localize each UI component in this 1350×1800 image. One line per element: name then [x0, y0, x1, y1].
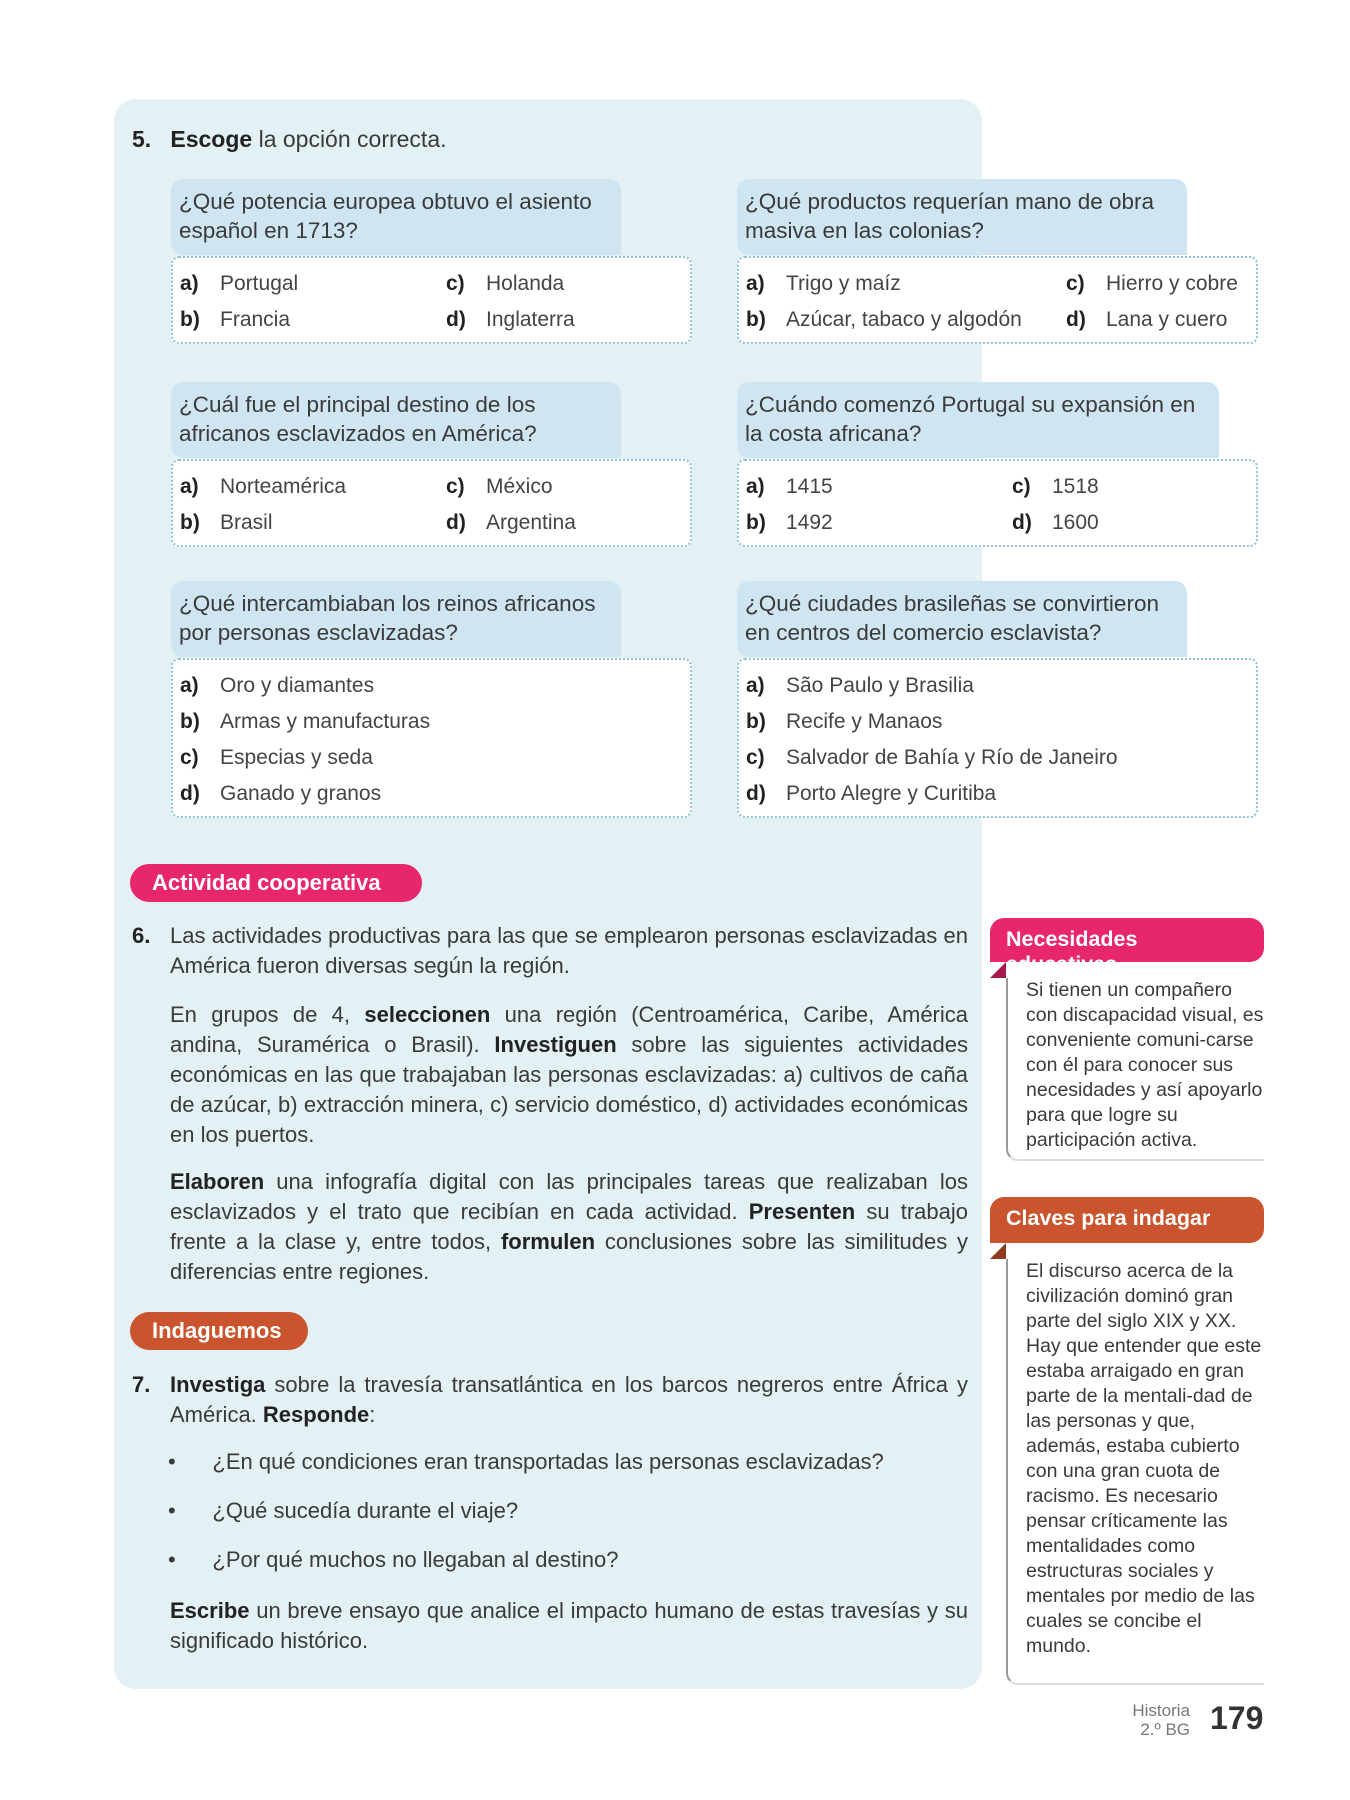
option-d[interactable]: d) Porto Alegre y Curitiba: [746, 782, 997, 805]
question-5-title: 5. Escoge la opción correcta.: [132, 126, 447, 152]
option-d[interactable]: d) Argentina: [446, 511, 576, 534]
quiz-question: ¿Qué ciudades brasileñas se convirtieron en centros del comercio esclavista?: [737, 581, 1187, 657]
option-b[interactable]: b) Francia: [180, 308, 291, 331]
bullet-3: • ¿Por qué muchos no llegaban al destino?: [168, 1547, 619, 1572]
question-7-number: 7.: [132, 1372, 151, 1397]
claves-fold: [990, 1243, 1006, 1259]
bullet-2: • ¿Qué sucedía durante el viaje?: [168, 1498, 519, 1523]
option-c[interactable]: c) Salvador de Bahía y Río de Janeiro: [746, 746, 1118, 769]
page-number: 179: [1210, 1700, 1264, 1736]
claves-para-indagar-heading: Claves para indagar: [990, 1197, 1264, 1243]
option-d[interactable]: d) Ganado y granos: [180, 782, 382, 805]
footer-subject: Historia 2.º BG: [1132, 1701, 1190, 1739]
option-d[interactable]: d) Inglaterra: [446, 308, 575, 331]
option-c[interactable]: c) México: [446, 475, 553, 498]
question-6-task: Elaboren una infografía digital con las principales tareas que realizaban los esclavizados y el trato que recibían en cada actividad. Presenten su trabajo frente a la clase y, entre todos, formulen conclusiones sobre las similitudes y diferencias entre regiones.: [170, 1169, 968, 1284]
question-6-intro: Las actividades productivas para las que se emplearon personas esclavizadas en América fueron diversas según la región.: [170, 923, 968, 978]
option-c[interactable]: c) Hierro y cobre: [1066, 272, 1238, 295]
quiz-question: ¿Qué intercambiaban los reinos africanos por personas esclavizadas?: [171, 581, 621, 657]
option-a[interactable]: a) Oro y diamantes: [180, 674, 375, 697]
question-7-task: Escribe un breve ensayo que analice el impacto humano de estas travesías y su significado histórico.: [170, 1598, 968, 1653]
quiz-question: ¿Cuál fue el principal destino de los africanos esclavizados en América?: [171, 382, 621, 458]
activity-cooperative-label: Actividad cooperativa: [130, 864, 422, 902]
question-6-instructions: En grupos de 4, seleccionen una región (Centroamérica, Caribe, América andina, Suramérica o Brasil). Investiguen sobre las siguientes actividades económicas en las que trabajaban las personas esclavizadas: a) cultivos de caña de azúcar, b) extracción minera, c) servicio doméstico, d) actividades económicas en los puertos.: [170, 1002, 969, 1147]
necesidades-educativas-heading: Necesidades educativas: [990, 918, 1264, 962]
option-a[interactable]: a) Portugal: [180, 272, 299, 295]
question-6-number: 6.: [132, 923, 151, 948]
option-d[interactable]: d) 1600: [1012, 511, 1099, 534]
option-a[interactable]: a) Norteamérica: [180, 475, 347, 498]
option-c[interactable]: c) 1518: [1012, 475, 1099, 498]
option-c[interactable]: c) Especias y seda: [180, 746, 373, 769]
option-b[interactable]: b) Brasil: [180, 511, 273, 534]
option-a[interactable]: a) São Paulo y Brasilia: [746, 674, 974, 697]
option-b[interactable]: b) Armas y manufacturas: [180, 710, 431, 733]
quiz-question: ¿Qué productos requerían mano de obra masiva en las colonias?: [737, 179, 1187, 255]
necesidades-educativas-text: Si tienen un compañero con discapacidad visual, es conveniente comuni-carse con él para conocer sus necesidades y así apoyarlo para que logre su participación activa.: [1006, 978, 1264, 1161]
necesidades-fold: [990, 962, 1006, 978]
option-b[interactable]: b) 1492: [746, 511, 833, 534]
option-c[interactable]: c) Holanda: [446, 272, 565, 295]
bullet-1: • ¿En qué condiciones eran transportadas las personas esclavizadas?: [168, 1449, 884, 1474]
question-7-intro: Investiga sobre la travesía transatlántica en los barcos negreros entre África y América. Responde:: [170, 1372, 968, 1427]
quiz-question: ¿Cuándo comenzó Portugal su expansión en la costa africana?: [737, 382, 1219, 458]
option-b[interactable]: b) Recife y Manaos: [746, 710, 943, 733]
option-b[interactable]: b) Azúcar, tabaco y algodón: [746, 308, 1022, 331]
claves-para-indagar-text: El discurso acerca de la civilización dominó gran parte del siglo XIX y XX. Hay que entender que este estaba arraigado en gran parte de la mentali-dad de las personas y que, además, estaba cubierto con una gran cuota de racismo. Es necesario pensar críticamente las mentalidades como estructuras sociales y mentales por medio de las cuales se concibe el mundo.: [1006, 1259, 1264, 1685]
option-a[interactable]: a) Trigo y maíz: [746, 272, 901, 295]
option-a[interactable]: a) 1415: [746, 475, 833, 498]
indaguemos-label: Indaguemos: [130, 1312, 308, 1350]
quiz-question: ¿Qué potencia europea obtuvo el asiento español en 1713?: [171, 179, 621, 255]
option-d[interactable]: d) Lana y cuero: [1066, 308, 1228, 331]
